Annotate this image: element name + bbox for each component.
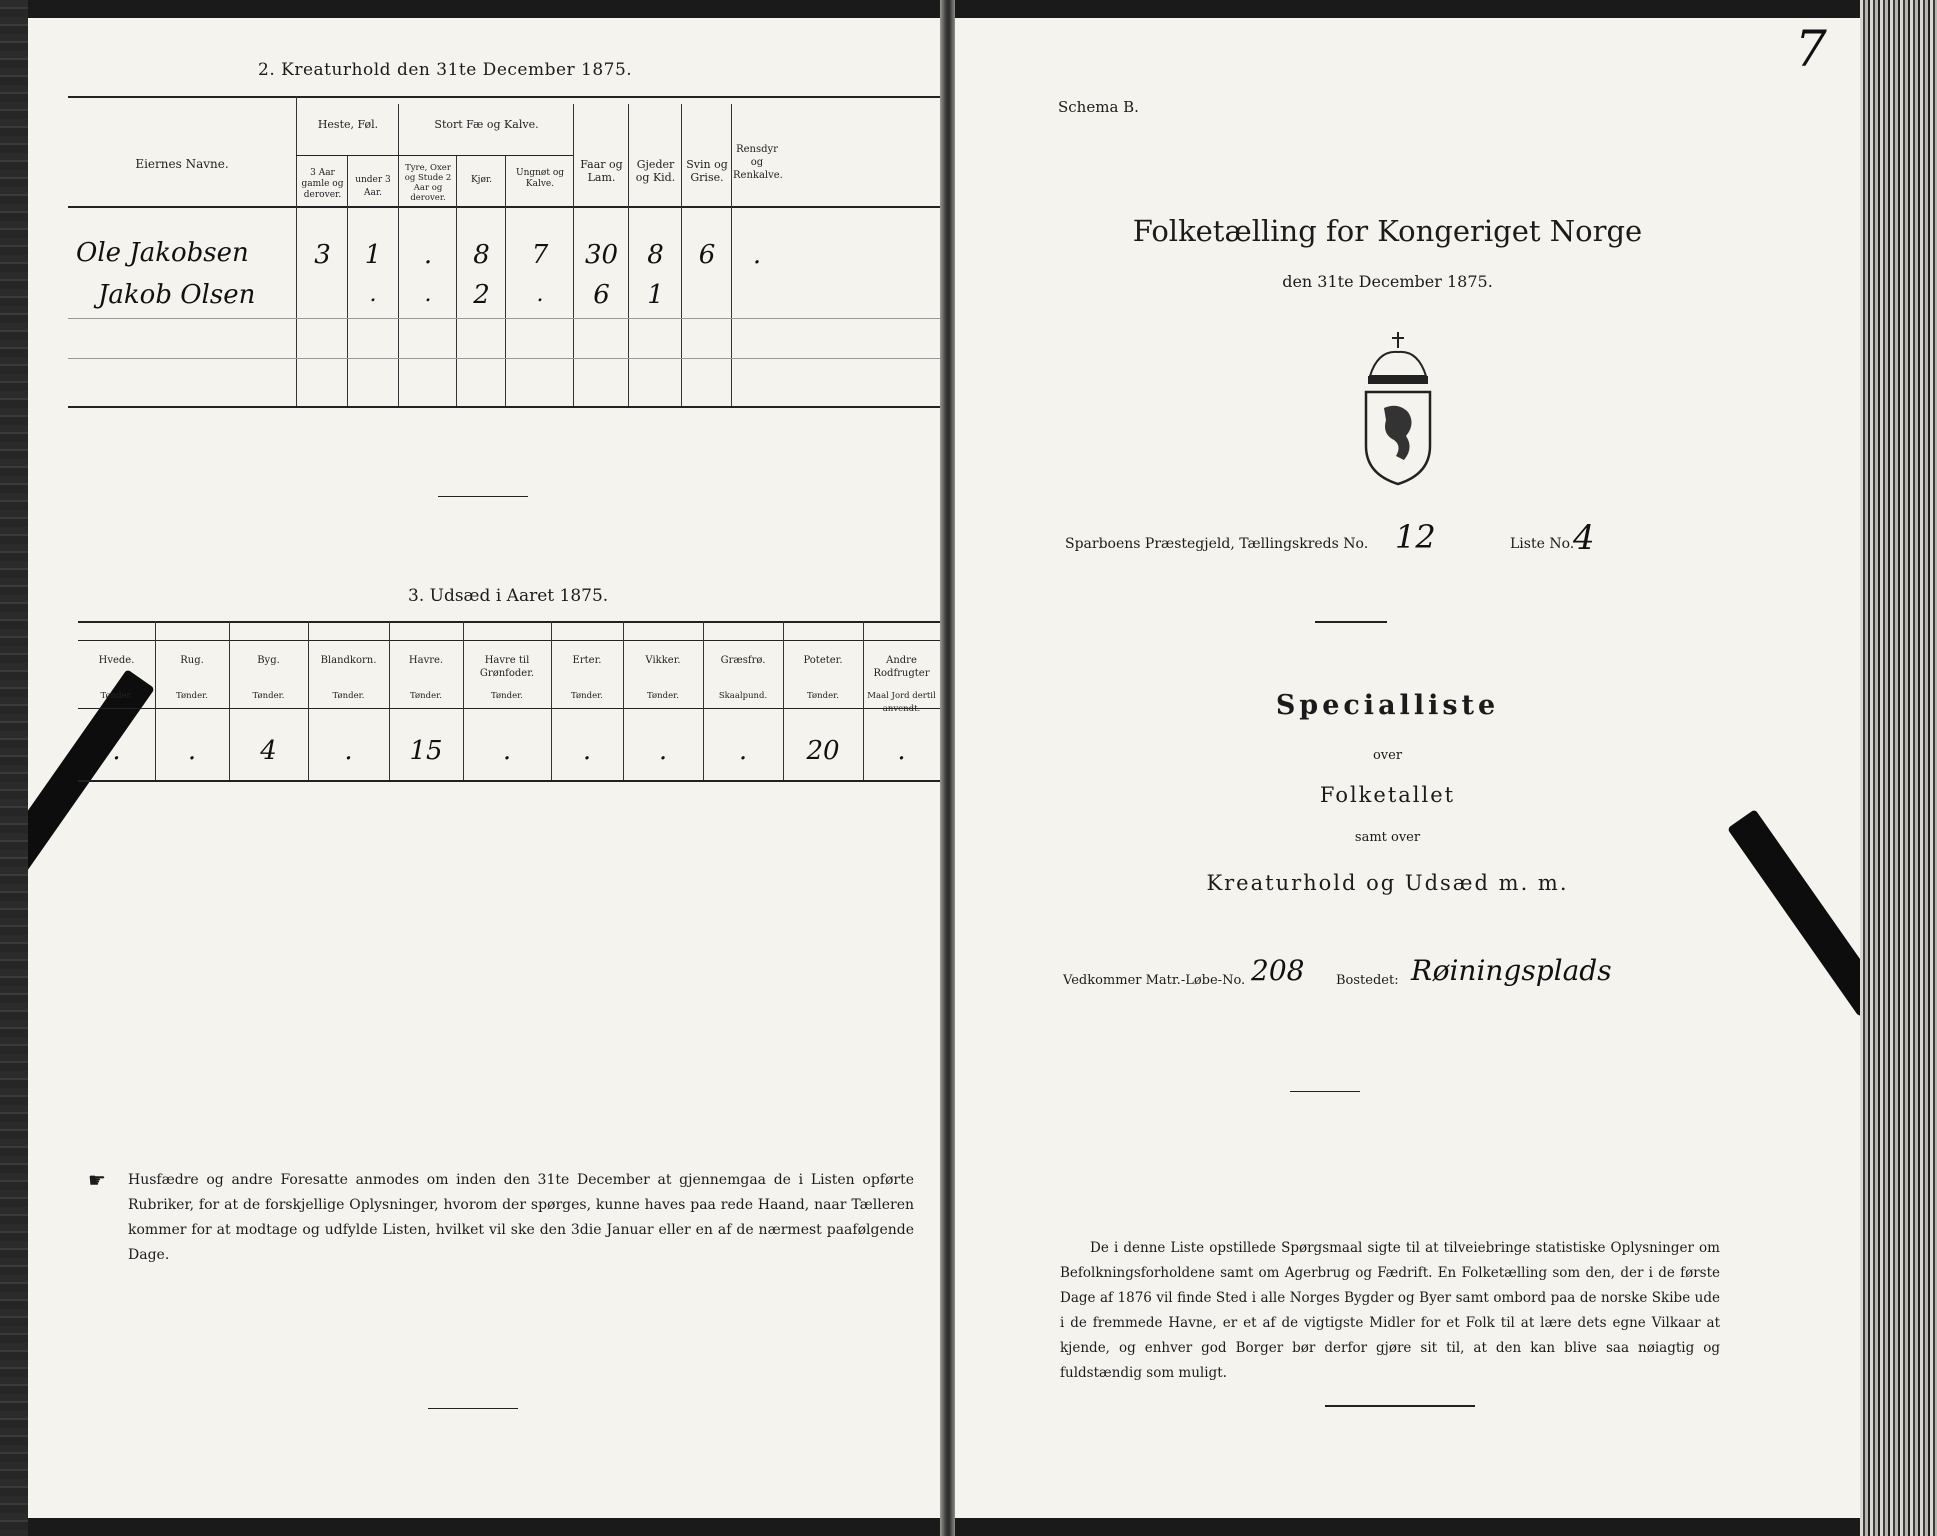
cell-value: 8 — [647, 240, 664, 270]
col-sheep-header: Faar og Lam. — [580, 158, 623, 184]
col-pigs-header: Svin og Grise. — [686, 158, 728, 184]
cell-value: 3 — [314, 240, 331, 270]
col-young-header: Ungnøt og Kalve. — [515, 168, 564, 189]
udsaed-col-header: Hvede. — [98, 655, 135, 666]
bosted-label: Bostedet: — [1336, 973, 1399, 988]
kreaturhold-heading: Kreaturhold og Udsæd m. m. — [1206, 871, 1569, 895]
udsaed-col-header: Blandkorn. — [320, 655, 377, 666]
udsaed-value: . — [502, 736, 512, 766]
matr-number: 208 — [1251, 954, 1305, 987]
right-page — [955, 18, 1860, 1518]
coat-of-arms-icon — [1358, 328, 1438, 488]
cell-value: . — [752, 240, 762, 270]
book-edge-left — [0, 0, 28, 1536]
udsaed-col-unit: Tønder. — [332, 691, 365, 701]
udsaed-col-header: Havre. — [408, 655, 444, 666]
udsaed-col-unit: Maal Jord dertil anvendt. — [867, 691, 936, 714]
udsaed-col-header: Andre Rodfrugter — [873, 655, 930, 679]
udsaed-value: . — [658, 736, 668, 766]
col-reindeer-header: Rensdyr og Renkalve. — [733, 144, 783, 181]
udsaed-value: . — [344, 736, 353, 766]
udsaed-value: . — [112, 736, 121, 766]
group-horses-header: Heste, Føl. — [317, 118, 379, 131]
udsaed-col-header: Erter. — [572, 655, 602, 666]
list-label: Liste No. — [1510, 536, 1575, 552]
cell-value: 6 — [593, 280, 610, 310]
udsaed-value: . — [582, 736, 592, 766]
district-number: 12 — [1395, 518, 1436, 556]
cell-value: . — [536, 282, 544, 307]
folketallet-heading: Folketallet — [1319, 783, 1456, 807]
matr-label: Vedkommer Matr.-Løbe-No. — [1063, 973, 1246, 988]
udsaed-value: 20 — [806, 736, 840, 766]
cell-value: 1 — [364, 240, 382, 270]
udsaed-col-header: Byg. — [257, 655, 280, 666]
udsaed-col-unit: Skaalpund. — [718, 691, 768, 701]
left-page — [28, 18, 940, 1518]
cell-value: 6 — [698, 240, 716, 270]
udsaed-col-header: Poteter. — [803, 655, 843, 666]
udsaed-col-unit: Tønder. — [571, 691, 603, 701]
group-cattle-header: Stort Fæ og Kalve. — [434, 118, 539, 131]
cell-value: 2 — [473, 280, 490, 310]
parish-label: Sparboens Præstegjeld, Tællingskreds No. — [1065, 536, 1369, 552]
udsaed-value: . — [738, 736, 748, 766]
col-owner-header: Eiernes Navne. — [135, 157, 229, 171]
col-goats-header: Gjeder og Kid. — [635, 158, 676, 184]
pointing-hand-icon: ☛ — [88, 1168, 106, 1192]
col-horses-under3-header: under 3 Aar. — [355, 175, 391, 198]
cell-value: . — [423, 240, 433, 270]
specialliste-heading: Specialliste — [1275, 690, 1500, 721]
udsaed-col-header: Havre til Grønfoder. — [479, 655, 535, 679]
udsaed-value: 15 — [409, 736, 443, 766]
section3-title: 3. Udsæd i Aaret 1875. — [408, 586, 609, 606]
main-date: den 31te December 1875. — [1282, 272, 1493, 291]
cell-value: . — [424, 282, 432, 307]
book-edge-right — [1860, 0, 1937, 1536]
udsaed-col-header: Rug. — [180, 655, 204, 666]
owner-name: Jakob Olsen — [98, 280, 256, 310]
udsaed-col-header: Vikker. — [645, 655, 681, 666]
udsaed-col-unit: Tønder. — [100, 691, 133, 701]
udsaed-col-unit: Tønder. — [807, 691, 839, 701]
main-title: Folketælling for Kongeriget Norge — [1132, 214, 1643, 248]
udsaed-value: . — [187, 736, 197, 766]
samt-over-text: samt over — [1354, 830, 1421, 845]
col-bulls-header: Tyre, Oxer og Stude 2 Aar og derover. — [404, 163, 452, 203]
col-cows-header: Kjør. — [470, 175, 493, 185]
cell-value: . — [369, 282, 377, 307]
book-gutter — [940, 0, 955, 1536]
udsaed-value: . — [897, 736, 906, 766]
col-horses-3plus-header: 3 Aar gamle og derover. — [301, 168, 344, 200]
footer-text: De i denne Liste opstillede Spørgsmaal sigte til at tilveiebringe statistiske Oplysninger om Befolkningsforholdene samt om Agerbrug og Fædrift. En Folketælling som den, der i de første Dage af 1876 vil finde Sted i alle Norges Bygder og Byer samt ombord paa de norske Skibe ude i de fremmede Havne, er et af de vigtigste Midler for et Folk til at lære dets egne Vilkaar at kjende, og enhver god Borger bør derfor gjøre sit til, at den kan blive saa nøiagtig og fuldstændig som muligt. — [1060, 1240, 1720, 1381]
cell-value: 8 — [473, 240, 490, 270]
cell-value: 30 — [584, 240, 619, 270]
bosted-value: Røiningsplads — [1411, 954, 1612, 987]
list-number: 4 — [1573, 518, 1595, 558]
notice-text: Husfædre og andre Foresatte anmodes om inden den 31te December at gjennemgaa de i Listen opførte Rubriker, for at de forskjellige Oplysninger, hvorom der spørges, kunne haves paa rede Haand, naar Tælleren kommer for at modtage og udfylde Listen, hvilket vil ske den 3die Januar eller en af de nærmest paafølgende Dage. — [128, 1172, 914, 1263]
cell-value: 1 — [647, 280, 664, 310]
udsaed-col-unit: Tønder. — [491, 691, 523, 701]
udsaed-col-unit: Tønder. — [410, 691, 442, 701]
udsaed-col-unit: Tønder. — [176, 691, 208, 701]
section2-title: 2. Kreaturhold den 31te December 1875. — [258, 60, 633, 80]
page-number: 7 — [1795, 20, 1827, 78]
udsaed-col-unit: Tønder. — [647, 691, 679, 701]
schema-label: Schema B. — [1058, 98, 1139, 116]
udsaed-col-unit: Tønder. — [252, 691, 285, 701]
owner-name: Ole Jakobsen — [76, 238, 249, 268]
cell-value: 7 — [531, 240, 549, 270]
over-text: over — [1372, 748, 1403, 763]
udsaed-value: 4 — [260, 736, 277, 766]
udsaed-col-header: Græsfrø. — [720, 655, 766, 666]
